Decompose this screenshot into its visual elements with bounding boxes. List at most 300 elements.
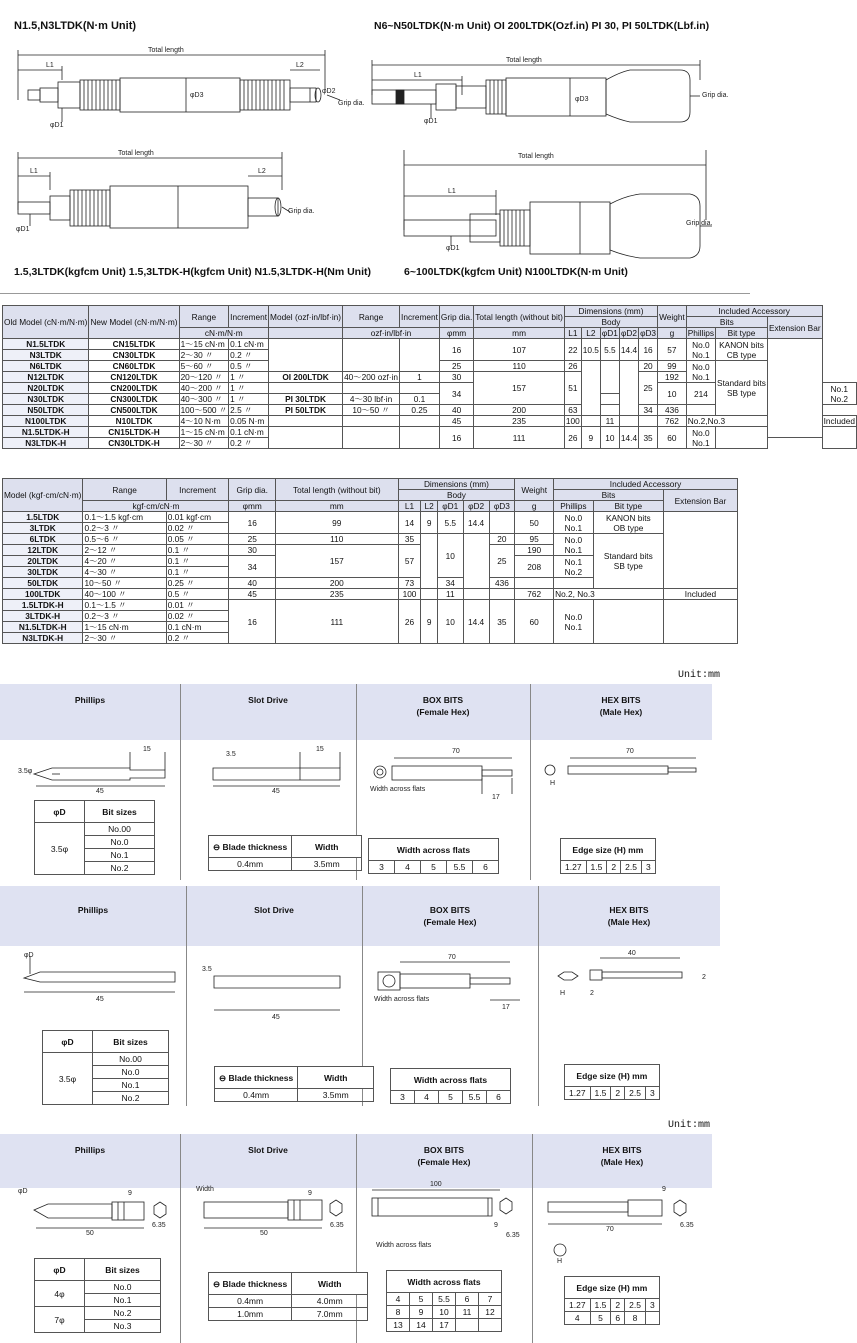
table-row-inc: 0.1 〃 <box>166 556 229 567</box>
th-width: Width <box>292 836 362 858</box>
th-unit-cn: cN·m/N·m <box>179 328 268 339</box>
ext-blank <box>663 512 737 589</box>
ph: No.0 <box>692 427 710 438</box>
cell-weight: 95 <box>515 534 554 545</box>
driver-line-drawings <box>0 0 750 290</box>
ph: No.2 <box>830 393 849 404</box>
dim-17: 17 <box>502 1004 510 1011</box>
caption-n6-n50: N6~N50LTDK(N·m Unit) OI 200LTDK(Ozf.in) PI 30, PI 50LTDK(Lbf.in) <box>374 20 710 32</box>
th-body: Body <box>398 490 515 501</box>
dim-waf: Width across flats <box>370 786 426 793</box>
ph: No.1 <box>692 371 710 382</box>
box-table-3 <box>386 1270 502 1332</box>
th-body: Body <box>564 317 657 328</box>
label-l1-1: L1 <box>46 62 54 69</box>
th-range2: Range <box>343 306 400 328</box>
edge-val: 5 <box>590 1312 611 1325</box>
cell-bittype <box>593 512 663 534</box>
col-phillips: Phillips <box>77 905 109 915</box>
cell-grip: 30 <box>229 545 275 556</box>
cell-total: 110 <box>474 361 565 372</box>
cell-l2: 9 <box>421 512 438 534</box>
blade-val: 1.0mm <box>209 1308 292 1321</box>
divider <box>0 293 750 294</box>
box-table-1 <box>368 838 499 874</box>
table-row-range: 0.1～1.5 〃 <box>83 600 166 611</box>
table-row-range: 1～15 cN·m <box>179 427 229 438</box>
table-row-model: 100LTDK <box>3 589 83 600</box>
cell-bittype <box>593 534 663 589</box>
dim-50: 50 <box>86 1230 94 1237</box>
th-weight: Weight <box>658 306 687 328</box>
cell-grip: 16 <box>229 512 275 534</box>
l2-blank <box>581 416 600 427</box>
cell-grip: 25 <box>439 361 473 372</box>
th-bitsizes: Bit sizes <box>85 801 155 823</box>
th-blade: ⊖ Blade thickness <box>215 1067 298 1089</box>
waf-val: 5.5 <box>463 1091 487 1104</box>
edge-val <box>645 1312 659 1325</box>
d3-blank <box>489 589 515 600</box>
ph: No.0 <box>564 534 583 545</box>
label-l2-3: L2 <box>258 168 266 175</box>
cell-d1: 10 <box>437 600 463 644</box>
box-sub: (Female Hex) <box>416 707 470 717</box>
cell-phillips <box>554 534 594 556</box>
th-g: g <box>658 328 687 339</box>
box-sub: (Female Hex) <box>423 917 477 927</box>
cell-weight: 192 <box>658 372 687 383</box>
cell-weight: 208 <box>515 556 554 578</box>
cell-weight: 60 <box>658 427 687 449</box>
waf-val: 3 <box>391 1091 415 1104</box>
bit-size: No.1 <box>93 1079 169 1092</box>
waf-val: 4 <box>395 861 421 874</box>
table-row-inc: 1 〃 <box>229 394 269 405</box>
th-waf: Width across flats <box>369 839 499 861</box>
cell-d3: 34 <box>437 578 463 589</box>
th-edge: Edge size (H) mm <box>565 1065 660 1087</box>
edge-val: 3 <box>645 1087 659 1100</box>
dim-d: φD <box>18 1188 28 1195</box>
th-mm: mm <box>474 328 565 339</box>
d2-blank <box>619 416 638 427</box>
bit-drawings-3 <box>0 1188 712 1260</box>
th-model2-blank <box>269 328 343 339</box>
edge-val: 2.5 <box>625 1087 646 1100</box>
edge-val: 1.27 <box>561 861 587 874</box>
th-phillips: Phillips <box>687 328 715 338</box>
box-sub: (Female Hex) <box>417 1157 471 1167</box>
table-row-new: CN30LTDK-H <box>89 438 179 449</box>
cell-d3: 35 <box>639 427 658 449</box>
edge-val: 2 <box>607 861 621 874</box>
ph-blank <box>686 405 715 416</box>
blade-val: 0.4mm <box>209 1295 292 1308</box>
bit-size: No.2 <box>93 1092 169 1105</box>
dim-40: 40 <box>628 950 636 957</box>
ob-type: OB type <box>613 522 644 533</box>
bittype-blank <box>593 600 663 644</box>
slot-table-3 <box>208 1272 368 1321</box>
cell-grip: 40 <box>229 578 275 589</box>
th-model2: Model (ozf·in/lbf·in) <box>269 306 343 328</box>
phillips-table-2 <box>42 1030 169 1105</box>
cell-d3: 25 <box>489 545 515 578</box>
cell-d2: 14.4 <box>463 512 489 534</box>
th-ext: Extension Bar <box>663 490 737 512</box>
th-phimm: φmm <box>439 328 473 339</box>
waf-val: 8 <box>387 1306 410 1319</box>
ph: No.1 <box>564 522 583 533</box>
dim-9b: 9 <box>308 1190 312 1197</box>
table-row-inc: 0.5 〃 <box>166 589 229 600</box>
cell-grip: 16 <box>439 339 473 361</box>
oz-blank <box>269 339 343 372</box>
waf-val: 11 <box>456 1306 479 1319</box>
table-row-range: 2～30 〃 <box>179 350 229 361</box>
bit-size: No.2 <box>85 862 155 875</box>
table-row-inc: 0.1 cN·m <box>166 622 229 633</box>
box-table-2 <box>390 1068 511 1104</box>
oz-model: PI 50LTDK <box>269 405 343 416</box>
th-d2: φD2 <box>463 501 489 512</box>
th-dims: Dimensions (mm) <box>564 306 657 317</box>
kanon: KANON bits <box>605 512 651 523</box>
bits-section-1 <box>0 668 750 880</box>
table-row-range: 0.2～3 〃 <box>83 523 166 534</box>
cell-total: 111 <box>275 600 398 644</box>
table-row-new: N10LTDK <box>89 416 179 427</box>
box-title: BOX BITS <box>423 1145 465 1155</box>
edge-val: 2.5 <box>625 1299 646 1312</box>
th-bits: Bits <box>686 317 767 328</box>
th-l2: L2 <box>421 501 438 512</box>
th-ext: Extension Bar <box>767 317 822 339</box>
table-row-model: 3LTDK <box>3 523 83 534</box>
cell-l1: 63 <box>564 405 581 416</box>
cell-phillips: No.2, No.3 <box>554 589 664 600</box>
oz-range: 40～200 ozf·in <box>344 372 399 382</box>
cell-total: 235 <box>474 416 565 427</box>
th-edge: Edge size (H) mm <box>565 1277 660 1299</box>
table-row-range: 100～500 〃 <box>180 405 228 415</box>
d2-blank <box>463 534 489 589</box>
th-phillips: Phillips <box>554 501 594 512</box>
cell-d2: 14.4 <box>619 427 638 449</box>
waf-val: 10 <box>433 1306 456 1319</box>
dim-45: 45 <box>96 788 104 795</box>
oz-blank <box>343 416 400 427</box>
table-row-inc: 0.2 〃 <box>166 633 229 644</box>
cell-d3: 35 <box>489 600 515 644</box>
dim-635: 6.35 <box>152 1222 166 1229</box>
table-row-range: 0.5～6 〃 <box>83 534 166 545</box>
th-range: Range <box>83 479 166 501</box>
th-grip: Grip dia. <box>439 306 473 328</box>
cell-grip: 40 <box>439 405 473 416</box>
table-row-range: 4～10 N·m <box>179 416 229 427</box>
dim-35: 3.5 <box>202 966 212 973</box>
dim-phillips-d: 3.5φ <box>18 768 33 775</box>
th-dims: Dimensions (mm) <box>398 479 515 490</box>
waf-val: 5 <box>410 1293 433 1306</box>
table-row-range: 40～200 〃 <box>179 383 229 394</box>
table-row-new: CN15LTDK-H <box>89 427 179 438</box>
waf-val <box>479 1319 502 1332</box>
col-slot: Slot Drive <box>248 1145 288 1155</box>
cell-d: 3.5φ <box>43 1053 93 1105</box>
l2-blank <box>581 361 600 416</box>
th-l1: L1 <box>564 328 581 339</box>
th-new-model: New Model (cN·m/N·m) <box>89 306 179 339</box>
table-row-old: N30LTDK <box>3 394 89 405</box>
table-row-new: CN120LTDK <box>89 372 179 383</box>
th-blade: ⊖ Blade thickness <box>209 1273 292 1295</box>
standard-bits: Standard bits <box>717 378 766 388</box>
bit-size: No.0 <box>93 1066 169 1079</box>
cell-total: 200 <box>474 405 565 416</box>
table-row-range: 4～30 〃 <box>83 567 166 578</box>
slot-table-2 <box>214 1066 374 1102</box>
col-box <box>356 1144 532 1168</box>
label-grip-3: Grip dia. <box>288 208 315 215</box>
table-row-model: 20LTDK <box>3 556 83 567</box>
dim-70: 70 <box>606 1226 614 1233</box>
cell-phillips <box>554 600 594 644</box>
col-box <box>356 694 530 718</box>
ph: No.1 <box>564 544 583 555</box>
waf-val: 5.5 <box>447 861 473 874</box>
cell-weight: 762 <box>658 416 687 427</box>
cell-phillips <box>686 427 715 449</box>
cell-d3: 25 <box>639 372 658 405</box>
label-total-length-4: Total length <box>518 153 554 160</box>
table-row-old: N1.5LTDK <box>3 339 89 350</box>
dim-d: φD <box>24 952 34 959</box>
th-unit-oz: ozf·in/lbf·in <box>343 328 440 339</box>
label-d3-1: φD3 <box>190 92 204 99</box>
bit-size: No.2 <box>85 1307 161 1320</box>
th-model: Model (kgf·cm/cN·m) <box>3 479 83 512</box>
table-row-old: N3LTDK <box>3 350 89 361</box>
dim-70: 70 <box>452 748 460 755</box>
oz-range-blank <box>343 339 400 372</box>
cell-phillips <box>554 512 594 534</box>
dim-45b: 45 <box>272 788 280 795</box>
th-width: Width <box>292 1273 368 1295</box>
cell-ext: Included <box>823 416 855 426</box>
edge-val: 2 <box>611 1299 625 1312</box>
table-row-model: 1.5LTDK-H <box>3 600 83 611</box>
label-total-length-2: Total length <box>506 57 542 64</box>
th-bittype: Bit type <box>716 328 768 339</box>
oz-blank <box>269 427 343 449</box>
cell-d1: 11 <box>437 589 463 600</box>
cell-total: 111 <box>474 427 565 449</box>
edge-val: 1.5 <box>586 861 607 874</box>
cell-l1: 14 <box>398 512 421 534</box>
bit-size: No.3 <box>85 1320 161 1333</box>
table-row-new: CN30LTDK <box>89 350 179 361</box>
dim-9c: 9 <box>494 1222 498 1229</box>
edge-val: 1.5 <box>590 1087 611 1100</box>
table-row-range: 1～15 cN·m <box>83 622 166 633</box>
th-mm: mm <box>275 501 398 512</box>
table-row-range: 5～60 〃 <box>179 361 229 372</box>
edge-val: 4 <box>565 1312 591 1325</box>
ext-blank <box>767 339 822 438</box>
table-row-model: N3LTDK-H <box>3 633 83 644</box>
ph: No.0 <box>564 611 583 622</box>
label-l1-2: L1 <box>414 72 422 79</box>
spec-table-cn <box>2 305 857 449</box>
cell-l1: 35 <box>398 534 421 545</box>
label-grip-2: Grip dia. <box>702 92 729 99</box>
cell-weight: 214 <box>686 383 715 405</box>
waf-val: 5 <box>439 1091 463 1104</box>
spec-table-kgf <box>2 478 738 644</box>
waf-val: 4 <box>415 1091 439 1104</box>
width-val: 4.0mm <box>292 1295 368 1308</box>
bittype-blank <box>716 427 768 449</box>
edge-val: 1.27 <box>565 1299 591 1312</box>
hex-sub: (Male Hex) <box>599 707 643 717</box>
cell-total: 200 <box>275 578 398 589</box>
th-phid: φD <box>35 1259 85 1281</box>
caption-6-100ltdk: 6~100LTDK(kgfcm Unit) N100LTDK(N·m Unit) <box>404 266 628 278</box>
cell-d: 4φ <box>35 1281 85 1307</box>
th-increment: Increment <box>229 306 269 328</box>
table-row-inc: 0.5 〃 <box>229 361 269 372</box>
bit-size: No.0 <box>85 836 155 849</box>
waf-val: 4 <box>387 1293 410 1306</box>
label-l1-3: L1 <box>30 168 38 175</box>
edge-val: 3 <box>645 1299 659 1312</box>
cell-total: 99 <box>275 512 398 534</box>
dim-15b: 15 <box>316 746 324 753</box>
cell-grip: 16 <box>229 600 275 644</box>
cell-total: 107 <box>474 339 565 361</box>
dim-635b: 6.35 <box>330 1222 344 1229</box>
dim-15: 15 <box>143 746 151 753</box>
l2-blank <box>421 534 438 589</box>
hex-sub: (Male Hex) <box>607 917 651 927</box>
label-d1-2: φD1 <box>424 118 438 125</box>
table-row-range: 4～20 〃 <box>83 556 166 567</box>
l2-blank <box>421 589 438 600</box>
waf-val: 5.5 <box>433 1293 456 1306</box>
dim-h: H <box>560 990 566 997</box>
width-val: 3.5mm <box>298 1089 374 1102</box>
table-row-inc: 0.2 〃 <box>229 438 269 449</box>
waf-val: 5 <box>421 861 447 874</box>
table-row-range: 2～30 〃 <box>83 633 166 644</box>
cell-phillips <box>686 361 715 383</box>
waf-val: 6 <box>473 861 499 874</box>
oz-blank <box>400 383 440 394</box>
edge-val: 3 <box>641 861 655 874</box>
table-row-model: 12LTDK <box>3 545 83 556</box>
th-range: Range <box>179 306 229 328</box>
oz-inc: 0.1 <box>400 394 440 405</box>
cell-d1: 10 <box>658 383 687 405</box>
table-row-model: 50LTDK <box>3 578 83 589</box>
cell-l2: 9 <box>421 600 438 644</box>
col-hex <box>530 694 712 718</box>
table-row-range: 1～15 cN·m <box>179 339 229 350</box>
ph-no1: No.1 <box>692 349 710 360</box>
th-acc: Included Accessory <box>554 479 738 490</box>
ext-blank <box>822 427 856 449</box>
driver-drawings <box>0 0 750 290</box>
cell-grip: 45 <box>229 589 275 600</box>
cell-grip: 25 <box>229 534 275 545</box>
d3-blank <box>489 512 515 534</box>
d2-blank <box>463 589 489 600</box>
oz-blank <box>269 416 343 427</box>
cell-weight: 436 <box>489 578 515 589</box>
hex-sub: (Male Hex) <box>600 1157 644 1167</box>
label-d1-1: φD1 <box>50 122 64 129</box>
dim-45: 45 <box>96 996 104 1003</box>
oz-blank <box>400 416 440 427</box>
cell-weight: 762 <box>515 589 554 600</box>
label-d2-1: φD2 <box>322 88 336 95</box>
cell-total: 157 <box>275 545 398 578</box>
waf-val: 6 <box>487 1091 511 1104</box>
table-row-inc: 0.02 〃 <box>166 611 229 622</box>
cell-l1: 73 <box>398 578 421 589</box>
th-blade: ⊖ Blade thickness <box>209 836 292 858</box>
table-row-old: N6LTDK <box>3 361 89 372</box>
cell-l1: 100 <box>565 416 580 426</box>
ph: No.2 <box>564 566 583 577</box>
table-row-old: N50LTDK <box>3 405 89 416</box>
table-row-range: 0.2～3 〃 <box>83 611 166 622</box>
hex-table-3 <box>564 1276 660 1325</box>
cell-d: 7φ <box>35 1307 85 1333</box>
dim-waf: Width across flats <box>376 1242 432 1249</box>
table-row-inc: 1 〃 <box>229 383 269 394</box>
table-row-inc: 1 〃 <box>229 372 269 383</box>
cell-bittype <box>716 361 768 416</box>
cell-weight: 190 <box>515 545 554 556</box>
label-l1-4: L1 <box>448 188 456 195</box>
bit-drawings-2 <box>0 950 720 1030</box>
table-row-new: CN500LTDK <box>89 405 179 416</box>
bit-size: No.00 <box>85 823 155 836</box>
cell-d3: 16 <box>639 339 658 361</box>
waf-val: 13 <box>387 1319 410 1332</box>
th-d2: φD2 <box>620 328 637 338</box>
table-row-inc: 0.1 cN·m <box>229 339 269 350</box>
oz-inc-blank <box>400 339 440 372</box>
th-unit: kgf·cm/cN·m <box>83 501 229 512</box>
ph: No.1 <box>692 437 710 448</box>
table-row-old: N1.5LTDK-H <box>3 427 89 438</box>
cell-grip: 30 <box>439 372 473 383</box>
label-total-length-3: Total length <box>118 150 154 157</box>
table-row-range: 2～12 〃 <box>83 545 166 556</box>
cell-d3: 34 <box>639 405 658 416</box>
th-g: g <box>515 501 554 512</box>
cell-d1: 5.5 <box>437 512 463 534</box>
d1-blank <box>600 405 619 416</box>
dim-35: 3.5 <box>226 751 236 758</box>
edge-val: 2.5 <box>621 861 642 874</box>
slot-table-1 <box>208 835 362 871</box>
